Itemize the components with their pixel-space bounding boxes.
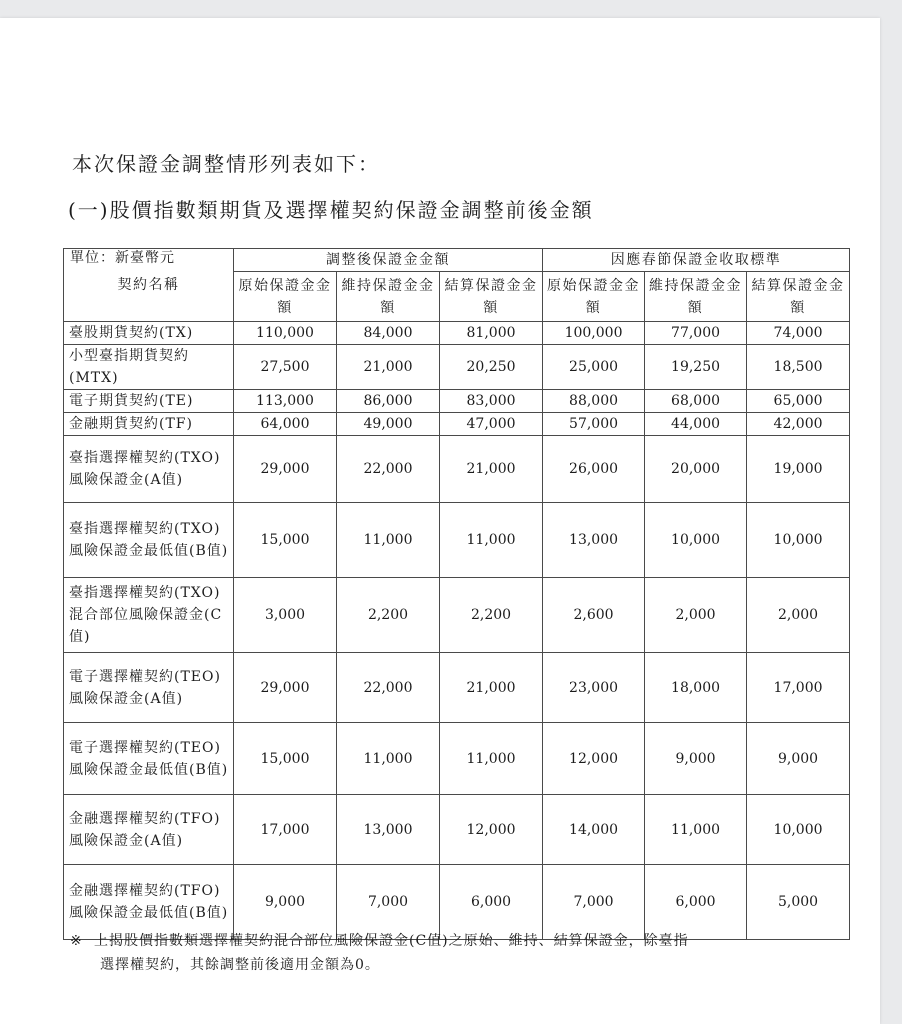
amount-cell: 88,000 [543, 390, 645, 413]
amount-cell: 81,000 [440, 322, 543, 345]
contract-name-cell: 金融選擇權契約(TFO)風險保證金最低值(B值) [64, 865, 234, 940]
amount-cell: 2,000 [645, 578, 747, 653]
amount-cell: 15,000 [234, 503, 337, 578]
amount-cell: 10,000 [747, 503, 850, 578]
header-group-spring-festival: 因應春節保證金收取標準 [543, 249, 850, 272]
amount-cell: 9,000 [747, 723, 850, 795]
table-body [64, 322, 850, 940]
amount-cell: 11,000 [337, 723, 440, 795]
amount-cell: 7,000 [543, 865, 645, 940]
margin-table [63, 248, 850, 940]
amount-cell: 3,000 [234, 578, 337, 653]
header-sub-5: 維持保證金金額 [645, 272, 747, 322]
contract-name-cell: 臺股期貨契約(TX) [64, 322, 234, 345]
amount-cell: 19,250 [645, 345, 747, 390]
amount-cell: 13,000 [543, 503, 645, 578]
amount-cell: 21,000 [337, 345, 440, 390]
amount-cell: 21,000 [440, 653, 543, 723]
amount-cell: 27,500 [234, 345, 337, 390]
footnote-line-1 [70, 929, 830, 953]
amount-cell: 83,000 [440, 390, 543, 413]
header-sub-3: 結算保證金金額 [440, 272, 543, 322]
contract-name-cell: 小型臺指期貨契約(MTX) [64, 345, 234, 390]
amount-cell: 100,000 [543, 322, 645, 345]
amount-cell: 15,000 [234, 723, 337, 795]
contract-name-cell: 電子選擇權契約(TEO)風險保證金(A值) [64, 653, 234, 723]
amount-cell: 18,500 [747, 345, 850, 390]
amount-cell: 65,000 [747, 390, 850, 413]
reference-mark: ※ [70, 933, 83, 949]
amount-cell: 11,000 [440, 723, 543, 795]
amount-cell: 10,000 [645, 503, 747, 578]
amount-cell: 13,000 [337, 795, 440, 865]
amount-cell: 23,000 [543, 653, 645, 723]
amount-cell: 57,000 [543, 413, 645, 436]
amount-cell: 17,000 [747, 653, 850, 723]
amount-cell: 12,000 [440, 795, 543, 865]
amount-cell: 26,000 [543, 436, 645, 503]
contract-name-cell: 電子期貨契約(TE) [64, 390, 234, 413]
header-sub-1: 原始保證金金額 [234, 272, 337, 322]
amount-cell: 29,000 [234, 653, 337, 723]
contract-name-cell: 臺指選擇權契約(TXO)混合部位風險保證金(C值) [64, 578, 234, 653]
amount-cell: 44,000 [645, 413, 747, 436]
amount-cell: 10,000 [747, 795, 850, 865]
amount-cell: 11,000 [337, 503, 440, 578]
table-row [64, 578, 850, 653]
amount-cell: 110,000 [234, 322, 337, 345]
amount-cell: 9,000 [645, 723, 747, 795]
amount-cell: 2,600 [543, 578, 645, 653]
amount-cell: 42,000 [747, 413, 850, 436]
amount-cell: 6,000 [645, 865, 747, 940]
amount-cell: 20,250 [440, 345, 543, 390]
table-row [64, 345, 850, 390]
amount-cell: 64,000 [234, 413, 337, 436]
amount-cell: 47,000 [440, 413, 543, 436]
amount-cell: 18,000 [645, 653, 747, 723]
table-row [64, 723, 850, 795]
table-row [64, 503, 850, 578]
table-row [64, 390, 850, 413]
amount-cell: 12,000 [543, 723, 645, 795]
amount-cell: 2,200 [337, 578, 440, 653]
header-sub-6: 結算保證金金額 [747, 272, 850, 322]
header-sub-2: 維持保證金金額 [337, 272, 440, 322]
amount-cell: 77,000 [645, 322, 747, 345]
table-header [64, 249, 850, 322]
amount-cell: 29,000 [234, 436, 337, 503]
header-contract-name: 契約名稱 [64, 249, 234, 322]
contract-name-cell: 金融選擇權契約(TFO)風險保證金(A值) [64, 795, 234, 865]
amount-cell: 6,000 [440, 865, 543, 940]
contract-name-cell: 臺指選擇權契約(TXO)風險保證金(A值) [64, 436, 234, 503]
amount-cell: 11,000 [645, 795, 747, 865]
unit-label: 單位：新臺幣元 [70, 250, 175, 266]
contract-name-cell: 臺指選擇權契約(TXO)風險保證金最低值(B值) [64, 503, 234, 578]
footnote-text-1: 上揭股價指數類選擇權契約混合部位風險保證金(C值)之原始、維持、結算保證金，除臺指 [94, 933, 689, 949]
table-row [64, 653, 850, 723]
contract-name-cell: 電子選擇權契約(TEO)風險保證金最低值(B值) [64, 723, 234, 795]
amount-cell: 68,000 [645, 390, 747, 413]
header-group-adjusted: 調整後保證金金額 [234, 249, 543, 272]
contract-name-cell: 金融期貨契約(TF) [64, 413, 234, 436]
header-sub-4: 原始保證金金額 [543, 272, 645, 322]
amount-cell: 14,000 [543, 795, 645, 865]
amount-cell: 49,000 [337, 413, 440, 436]
amount-cell: 22,000 [337, 436, 440, 503]
amount-cell: 2,000 [747, 578, 850, 653]
amount-cell: 113,000 [234, 390, 337, 413]
amount-cell: 22,000 [337, 653, 440, 723]
table-row [64, 795, 850, 865]
footnote [70, 929, 830, 977]
amount-cell: 86,000 [337, 390, 440, 413]
table-row [64, 322, 850, 345]
amount-cell: 19,000 [747, 436, 850, 503]
amount-cell: 20,000 [645, 436, 747, 503]
amount-cell: 2,200 [440, 578, 543, 653]
footnote-line-2: 選擇權契約，其餘調整前後適用金額為0。 [100, 957, 380, 973]
amount-cell: 25,000 [543, 345, 645, 390]
amount-cell: 11,000 [440, 503, 543, 578]
amount-cell: 9,000 [234, 865, 337, 940]
table-row [64, 413, 850, 436]
amount-cell: 7,000 [337, 865, 440, 940]
amount-cell: 17,000 [234, 795, 337, 865]
table-row [64, 436, 850, 503]
section-title: (一)股價指數類期貨及選擇權契約保證金調整前後金額 [68, 198, 594, 222]
amount-cell: 84,000 [337, 322, 440, 345]
intro-text: 本次保證金調整情形列表如下： [72, 152, 380, 176]
amount-cell: 74,000 [747, 322, 850, 345]
amount-cell: 21,000 [440, 436, 543, 503]
amount-cell: 5,000 [747, 865, 850, 940]
